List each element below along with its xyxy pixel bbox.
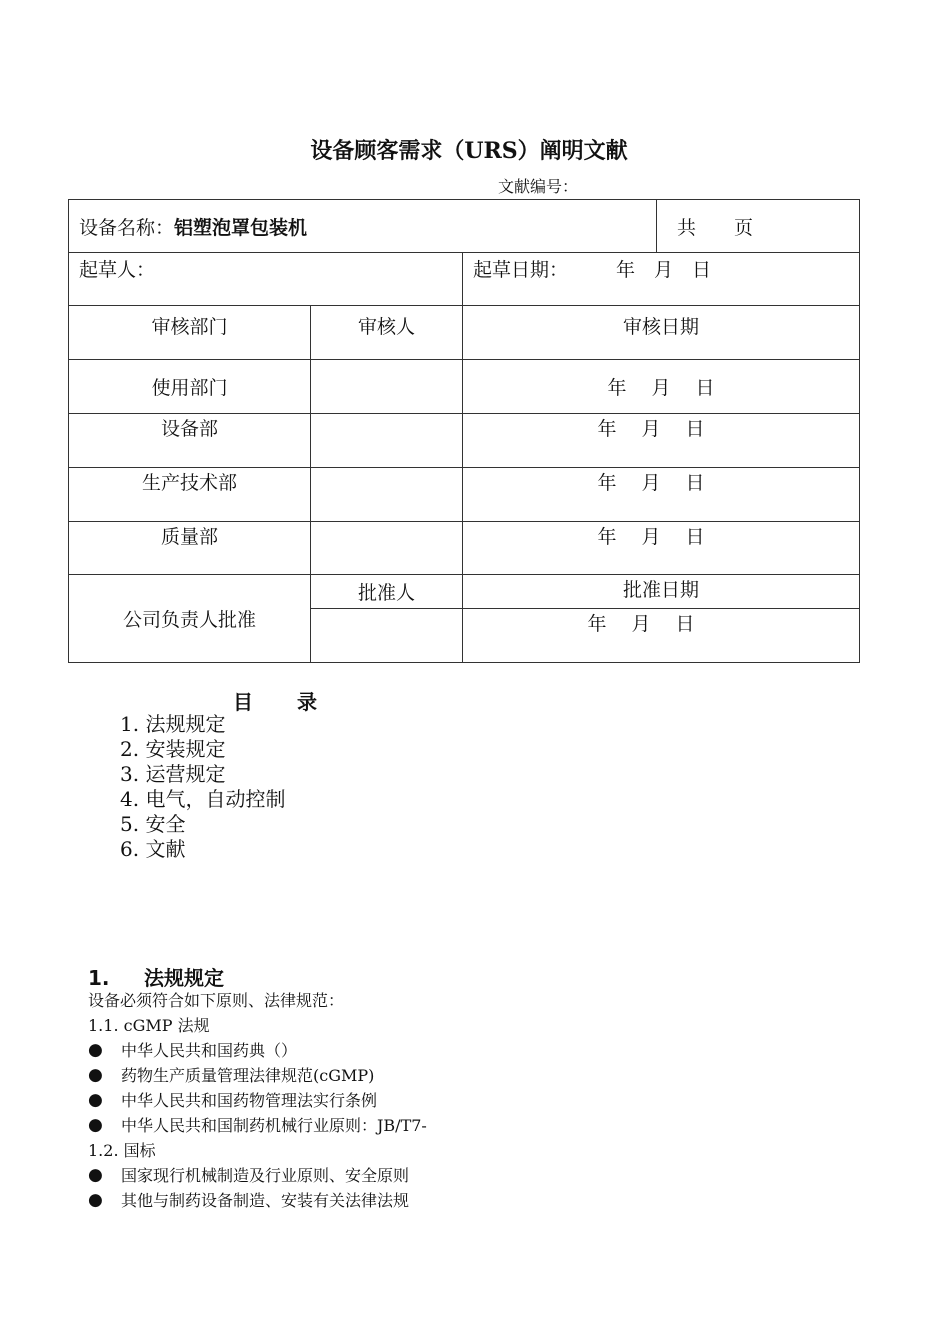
draft-date-label: 起草日期： [473,259,569,282]
list-item: ● 中华人民共和国制药机械行业原则：JB/T7- [88,1113,427,1138]
total-pages: 共 页 [657,200,860,253]
date-blank: 年 月 日 [463,467,860,521]
approval-form-table [68,199,860,663]
section-heading [88,962,224,991]
dept-using: 使用部门 [69,360,311,414]
approval-date-header: 批准日期 [463,574,860,608]
dept-equipment: 设备部 [69,414,311,467]
subsection-heading: 1.1. cGMP 法规 [88,1016,210,1035]
drafter-label: 起草人： [69,253,463,306]
approval-label: 公司负责人批准 [69,574,311,662]
bullet-icon: ● [88,1065,103,1085]
approver-header: 批准人 [311,574,463,608]
toc-title-b: 录 [297,690,317,714]
date-blank: 年 月 日 [463,521,860,574]
bullet-icon: ● [88,1040,103,1060]
toc-item: 1. 法规规定 [120,712,226,736]
reviewer-cell [311,360,463,414]
toc-item: 4. 电气，自动控制 [120,787,286,811]
toc-title-a: 目 [233,690,253,714]
draft-date-blank: 年 月 日 [616,259,712,282]
bullet-icon: ● [88,1090,103,1110]
section-number: 1. [88,966,110,990]
list-item: ● 药物生产质量管理法律规范(cGMP) [88,1063,427,1088]
toc-item: 6. 文献 [120,837,186,861]
review-dept-header: 审核部门 [69,306,311,360]
date-blank: 年 月 日 [463,360,860,414]
toc-item: 3. 运营规定 [120,762,226,786]
document-title: 设备顾客需求（URS）阐明文献 [310,138,628,164]
bullet-icon: ● [88,1115,103,1135]
equipment-name: 铝塑泡罩包装机 [174,216,308,239]
approver-cell [311,608,463,662]
date-blank: 年 月 日 [463,414,860,467]
section-title: 法规规定 [144,966,224,990]
toc-list [120,712,285,862]
draft-date-cell [463,253,860,306]
toc-item: 2. 安装规定 [120,737,226,761]
list-item: ● 中华人民共和国药物管理法实行条例 [88,1088,427,1113]
section-body [88,988,427,1213]
reviewer-cell [311,521,463,574]
reviewer-cell [311,467,463,521]
date-blank: 年 月 日 [463,608,860,662]
list-item: ● 中华人民共和国药典（） [88,1038,427,1063]
section-intro: 设备必须符合如下原则、法律规范： [88,991,345,1010]
bullet-icon: ● [88,1165,103,1185]
dept-production: 生产技术部 [69,467,311,521]
toc-item: 5. 安全 [120,812,186,836]
doc-number-label: 文献编号： [498,177,579,196]
bullet-icon: ● [88,1190,103,1210]
subsection-heading: 1.2. 国标 [88,1141,156,1160]
toc-title [233,686,317,715]
reviewer-header: 审核人 [311,306,463,360]
dept-quality: 质量部 [69,521,311,574]
list-item: ● 其他与制药设备制造、安装有关法律法规 [88,1188,427,1213]
equipment-label: 设备名称： [79,216,175,239]
equipment-name-cell [69,200,657,253]
reviewer-cell [311,414,463,467]
review-date-header: 审核日期 [463,306,860,360]
list-item: ● 国家现行机械制造及行业原则、安全原则 [88,1163,427,1188]
